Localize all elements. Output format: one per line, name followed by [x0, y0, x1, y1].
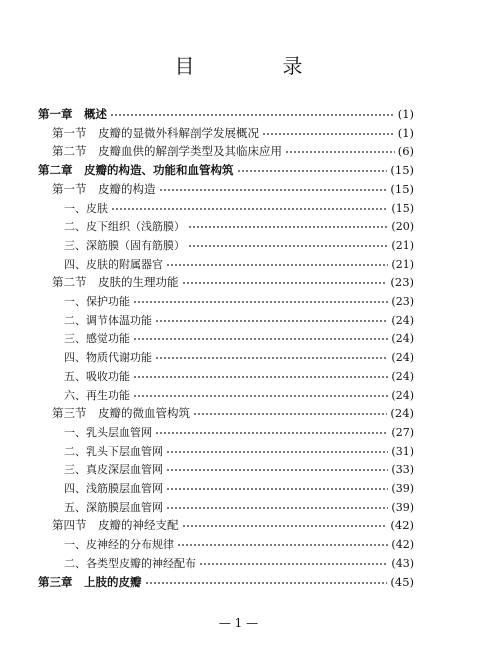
toc-entry-label: 第三章 上肢的皮瓣	[38, 574, 142, 589]
toc-entry	[64, 216, 414, 234]
toc-leader-dots	[159, 179, 388, 193]
toc-entry-label: 四、皮肤的附属器官	[64, 257, 163, 271]
toc-entry-label: 二、调节体温功能	[64, 313, 152, 327]
toc-entry-label: 二、乳头下层血管网	[64, 444, 163, 458]
toc-entry	[64, 441, 414, 459]
toc-entry-page: (24)	[391, 351, 414, 365]
toc-leader-dots	[262, 123, 395, 137]
toc-entry	[64, 459, 414, 477]
toc-leader-dots	[199, 553, 388, 567]
toc-entry-page: (24)	[390, 406, 414, 421]
toc-entry	[64, 291, 414, 309]
toc-entry-label: 第二节 皮肤的生理功能	[52, 275, 179, 290]
toc-entry-page: (23)	[391, 295, 414, 308]
toc-entry-label: 第二节 皮瓣血供的解剖学类型及其临床应用	[52, 144, 282, 159]
toc-leader-dots	[166, 254, 388, 268]
toc-entry-page: (21)	[391, 257, 414, 271]
toc-entry-page: (42)	[391, 538, 414, 552]
toc-leader-dots	[155, 422, 388, 436]
toc-entry	[52, 123, 414, 141]
toc-entry	[64, 385, 414, 403]
toc-entry-label: 六、再生功能	[64, 388, 130, 402]
toc-entry-page: (43)	[391, 556, 414, 570]
toc-entry	[52, 403, 414, 421]
toc-entry	[52, 141, 414, 159]
toc-entry	[64, 553, 414, 571]
toc-entry	[64, 347, 414, 365]
toc-entry-label: 二、各类型皮瓣的神经配布	[64, 556, 196, 570]
toc-leader-dots	[111, 198, 388, 212]
toc-entry-label: 四、浅筋膜层血管网	[64, 482, 163, 495]
toc-entry-label: 二、皮下组织（浅筋膜）	[64, 220, 185, 234]
toc-entry	[64, 235, 414, 253]
toc-entry-label: 五、深筋膜层血管网	[64, 500, 163, 514]
toc-leader-dots	[177, 534, 388, 548]
toc-leader-dots	[166, 441, 388, 455]
toc-leader-dots	[133, 366, 388, 380]
toc-entry-page: (1)	[397, 125, 414, 140]
toc-leader-dots	[166, 478, 388, 492]
toc-leader-dots	[193, 403, 387, 417]
toc-leader-dots	[166, 459, 388, 473]
toc-entry	[64, 328, 414, 346]
toc-entry	[64, 422, 414, 440]
toc-entry-label: 一、保护功能	[64, 295, 130, 308]
toc-entry-page: (15)	[390, 181, 414, 196]
toc-entry-label: 四、物质代谢功能	[64, 351, 152, 365]
toc-entry-page: (20)	[391, 220, 414, 234]
page-number: — 1 —	[218, 616, 259, 630]
toc-entry-label: 一、皮肤	[64, 201, 108, 215]
toc-entry-page: (31)	[391, 444, 414, 458]
toc-entry	[64, 478, 414, 496]
toc-leader-dots	[188, 216, 388, 230]
toc-entry-label: 第一节 皮瓣的构造	[52, 181, 156, 196]
toc-entry	[38, 160, 414, 178]
toc-entry-page: (15)	[391, 201, 414, 215]
toc-entry-page: (1)	[397, 107, 414, 121]
toc-entry-page: (24)	[391, 369, 414, 383]
toc-entry	[64, 366, 414, 384]
toc-entry-label: 一、乳头层血管网	[64, 425, 152, 439]
toc-leader-dots	[155, 310, 388, 324]
toc-entry-page: (24)	[391, 313, 414, 327]
toc-entry	[64, 254, 414, 272]
toc-entry-label: 第二章 皮瓣的构造、功能和血管构筑	[38, 163, 234, 178]
toc-entry	[64, 310, 414, 328]
toc-entry-label: 第四节 皮瓣的神经支配	[52, 518, 179, 533]
toc-leader-dots	[133, 385, 388, 399]
toc-entry-label: 三、深筋膜（固有筋膜）	[64, 238, 185, 252]
toc-entry-page: (6)	[397, 144, 414, 159]
toc-leader-dots	[133, 291, 388, 305]
toc-entry	[52, 515, 414, 533]
toc-leader-dots	[285, 141, 395, 155]
toc-entry	[52, 179, 414, 197]
toc-entry	[38, 572, 414, 590]
toc-entry-page: (39)	[391, 482, 414, 495]
toc-entry-page: (39)	[391, 500, 414, 514]
toc-leader-dots	[188, 235, 388, 249]
toc-entry-page: (42)	[390, 518, 414, 533]
toc-entry-label: 第一节 皮瓣的显微外科解剖学发展概况	[52, 125, 259, 140]
toc-leader-dots	[133, 328, 388, 342]
toc-leader-dots	[237, 160, 388, 174]
toc-entry-page: (15)	[390, 163, 414, 178]
toc-entry	[52, 272, 414, 290]
toc-entry	[38, 104, 414, 122]
toc-entry-page: (45)	[390, 574, 414, 589]
toc-entry-label: 五、吸收功能	[64, 369, 130, 383]
toc-leader-dots	[166, 497, 388, 511]
toc-entry-label: 第三节 皮瓣的微血管构筑	[52, 406, 190, 421]
toc-entry	[64, 198, 414, 216]
toc-entry-page: (24)	[391, 332, 414, 346]
toc-entry-label: 第一章 概述	[38, 107, 107, 121]
toc-entry	[64, 497, 414, 515]
toc-entry-label: 三、感觉功能	[64, 332, 130, 346]
toc-entry-page: (23)	[390, 275, 414, 290]
toc-entry-page: (21)	[391, 238, 414, 252]
toc-entry-page: (33)	[391, 463, 414, 477]
toc-leader-dots	[145, 572, 388, 586]
toc-leader-dots	[110, 104, 395, 118]
toc-entry-page: (24)	[391, 388, 414, 402]
toc-leader-dots	[155, 347, 388, 361]
toc-entry	[64, 534, 414, 552]
toc-leader-dots	[182, 272, 388, 286]
toc-entry-page: (27)	[391, 425, 414, 439]
toc-leader-dots	[182, 515, 388, 529]
toc-entry-label: 一、皮神经的分布规律	[64, 538, 174, 552]
toc-entry-label: 三、真皮深层血管网	[64, 463, 163, 477]
page-title: 目 录	[174, 54, 337, 78]
